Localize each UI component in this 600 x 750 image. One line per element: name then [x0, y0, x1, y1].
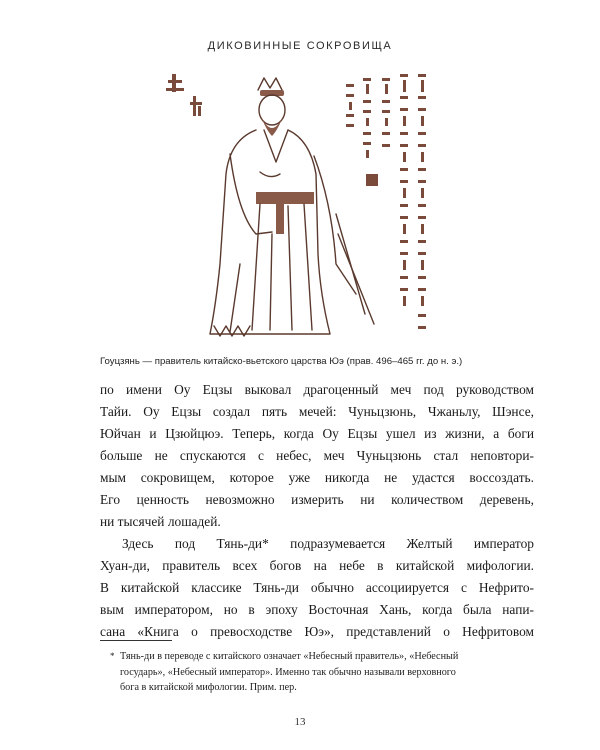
figure-caption: Гоуцзянь — правитель китайско-вьетского царства Юэ (прав. 496–465 гг. до н. э.) — [100, 356, 463, 367]
text-line: Юйчан и Цзюйцюэ. Теперь, когда Оу Ецзы ушел из жизни, а боги — [100, 426, 534, 441]
footnote-line: Тянь-ди в переводе с китайского означает «Небесный правитель», «Небесный — [120, 651, 459, 662]
calligraphy-left — [166, 74, 202, 116]
portrait-illustration — [160, 64, 450, 354]
text-line: Хуан-ди, правитель всех богов на небе в китайской мифологии. — [100, 558, 534, 573]
text-line: Тайи. Оу Ецзы создал пять мечей: Чуньцзюнь, Чжаньлу, Шэнсе, — [100, 404, 534, 419]
text-line: по имени Оу Ецзы выковал драгоценный меч под руководством — [100, 382, 534, 397]
footnote-line: бога в китайской мифологии. Прим. пер. — [120, 682, 297, 693]
text-line: больше не спускаются с небес, меч Чуньцзюнь стал неповтори- — [100, 448, 534, 463]
footnote-line: государь», «Небесный император». Именно так обычно называли верховного — [120, 666, 456, 678]
paragraph-1 — [100, 379, 534, 533]
running-head: ДИКОВИННЫЕ СОКРОВИЩА — [207, 40, 393, 52]
text-line: В китайской классике Тянь-ди обычно ассоциируется с Нефрито- — [100, 580, 534, 595]
paragraph-2 — [100, 533, 534, 643]
footnote-marker: * — [110, 651, 115, 661]
text-line: вым императором, но в эпоху Восточная Хань, когда была напи- — [100, 602, 534, 617]
page-number: 13 — [294, 716, 306, 728]
footnote — [110, 649, 532, 696]
text-line: Его ценность невозможно измерить ни количеством деревень, — [100, 492, 534, 507]
body-text — [100, 379, 534, 643]
seal-stamp — [366, 174, 378, 186]
footnote-divider — [100, 640, 172, 641]
text-line: ни тысячей лошадей. — [100, 514, 221, 529]
text-line: Здесь под Тянь-ди* подразумевается Желтый император — [122, 536, 534, 551]
text-line: мым сокровищем, которое уже никогда не удастся воссоздать. — [100, 470, 534, 485]
text-line: сана «Книга о превосходстве Юэ», представлений о Нефритовом — [100, 624, 534, 639]
